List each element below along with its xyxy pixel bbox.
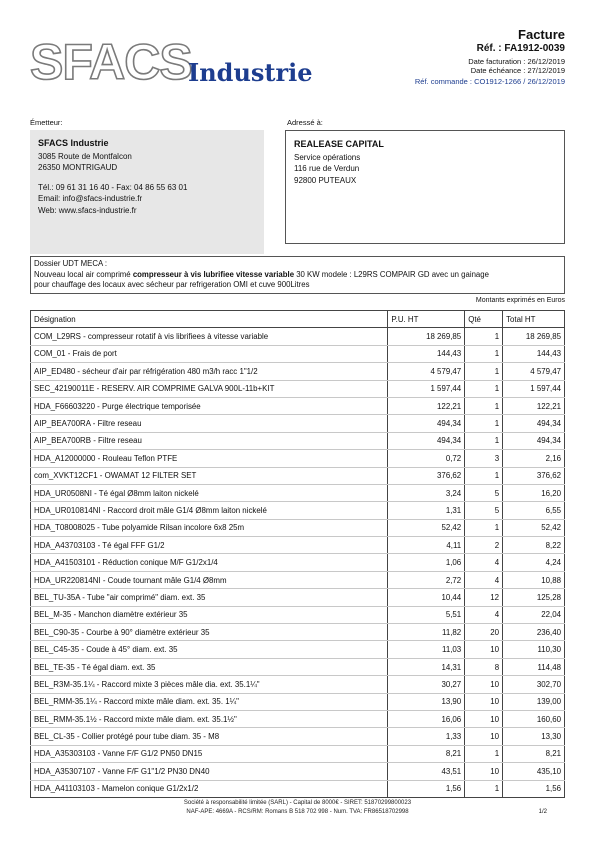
cell-unit-price: 1,56	[388, 780, 465, 797]
cell-unit-price: 1,33	[388, 728, 465, 745]
cell-quantity: 10	[465, 763, 503, 780]
project-text: Nouveau local air comprimé	[34, 269, 133, 279]
cell-total: 435,10	[503, 763, 565, 780]
cell-quantity: 10	[465, 676, 503, 693]
cell-unit-price: 10,44	[388, 589, 465, 606]
cell-unit-price: 16,06	[388, 710, 465, 727]
col-quantity: Qté	[465, 311, 503, 328]
cell-total: 302,70	[503, 676, 565, 693]
cell-quantity: 1	[465, 467, 503, 484]
cell-total: 494,34	[503, 432, 565, 449]
cell-quantity: 1	[465, 380, 503, 397]
cell-quantity: 5	[465, 502, 503, 519]
footer-legal-line1: Société à responsabilité limitée (SARL) - Capital de 8000€ - SIRET: 51870299800023	[183, 800, 412, 806]
sender-address-line1: 3085 Route de Montfalcon	[38, 151, 132, 161]
cell-total: 139,00	[503, 693, 565, 710]
cell-total: 8,21	[503, 745, 565, 762]
cell-designation: AIP_ED480 - sécheur d'air par réfrigération 480 m3/h racc 1"1/2	[31, 363, 388, 380]
cell-unit-price: 14,31	[388, 658, 465, 675]
cell-total: 110,30	[503, 641, 565, 658]
table-row	[31, 780, 565, 797]
cell-quantity: 10	[465, 728, 503, 745]
cell-total: 122,21	[503, 397, 565, 414]
cell-total: 160,60	[503, 710, 565, 727]
cell-designation: BEL_TE-35 - Té égal diam. ext. 35	[31, 658, 388, 675]
cell-designation: AIP_BEA700RA - Filtre reseau	[31, 415, 388, 432]
recipient-name: REALEASE CAPITAL	[294, 139, 384, 149]
cell-quantity: 20	[465, 624, 503, 641]
recipient-line3: 92800 PUTEAUX	[294, 175, 357, 185]
page-number: 1/2	[538, 809, 547, 815]
logo-suffix: Industrie	[188, 58, 313, 87]
cell-quantity: 2	[465, 537, 503, 554]
cell-quantity: 1	[465, 415, 503, 432]
cell-designation: HDA_A35303103 - Vanne F/F G1/2 PN50 DN15	[31, 745, 388, 762]
cell-quantity: 1	[465, 397, 503, 414]
cell-total: 114,48	[503, 658, 565, 675]
cell-unit-price: 3,24	[388, 484, 465, 501]
table-row	[31, 397, 565, 414]
company-logo	[30, 36, 320, 88]
cell-unit-price: 1 597,44	[388, 380, 465, 397]
cell-quantity: 4	[465, 571, 503, 588]
table-row	[31, 710, 565, 727]
cell-total: 22,04	[503, 606, 565, 623]
cell-total: 16,20	[503, 484, 565, 501]
table-row	[31, 606, 565, 623]
cell-designation: BEL_R3M-35.1¼ - Raccord mixte 3 pièces mâle dia. ext. 35.1¼"	[31, 676, 388, 693]
cell-unit-price: 2,72	[388, 571, 465, 588]
cell-quantity: 4	[465, 606, 503, 623]
logo-brand: SFACS	[30, 34, 192, 90]
cell-quantity: 1	[465, 363, 503, 380]
project-line	[34, 270, 561, 281]
col-total: Total HT	[503, 311, 565, 328]
cell-total: 13,30	[503, 728, 565, 745]
cell-quantity: 10	[465, 693, 503, 710]
cell-designation: HDA_A35307107 - Vanne F/F G1"1/2 PN30 DN40	[31, 763, 388, 780]
table-row	[31, 345, 565, 362]
recipient-line1: Service opérations	[294, 152, 361, 162]
cell-quantity: 8	[465, 658, 503, 675]
cell-unit-price: 122,21	[388, 397, 465, 414]
cell-total: 376,62	[503, 467, 565, 484]
cell-total: 144,43	[503, 345, 565, 362]
cell-total: 10,88	[503, 571, 565, 588]
table-row	[31, 484, 565, 501]
table-row	[31, 693, 565, 710]
table-row	[31, 502, 565, 519]
invoice-title: Facture	[518, 27, 565, 42]
cell-unit-price: 1,31	[388, 502, 465, 519]
sender-phone: Tél.: 09 61 31 16 40 - Fax: 04 86 55 63 01	[38, 182, 188, 192]
cell-designation: HDA_UR220814NI - Coude tournant mâle G1/4 Ø8mm	[31, 571, 388, 588]
recipient-box	[285, 130, 565, 244]
cell-quantity: 1	[465, 519, 503, 536]
cell-unit-price: 30,27	[388, 676, 465, 693]
cell-unit-price: 494,34	[388, 432, 465, 449]
col-unit-price: P.U. HT	[388, 311, 465, 328]
cell-quantity: 1	[465, 432, 503, 449]
cell-designation: HDA_T08008025 - Tube polyamide Rilsan incolore 6x8 25m	[31, 519, 388, 536]
cell-designation: BEL_CL-35 - Collier protégé pour tube diam. 35 - M8	[31, 728, 388, 745]
cell-total: 125,28	[503, 589, 565, 606]
cell-designation: BEL_C45-35 - Coude à 45° diam. ext. 35	[31, 641, 388, 658]
sender-box	[30, 130, 264, 254]
cell-unit-price: 4 579,47	[388, 363, 465, 380]
cell-designation: HDA_A41503101 - Réduction conique M/F G1/2x1/4	[31, 554, 388, 571]
order-ref: Réf. commande : CO1912-1266 / 26/12/2019	[414, 77, 565, 86]
table-row	[31, 728, 565, 745]
table-row	[31, 676, 565, 693]
recipient-label: Adressé à:	[287, 118, 323, 127]
cell-total: 4,24	[503, 554, 565, 571]
cell-total: 494,34	[503, 415, 565, 432]
cell-unit-price: 11,82	[388, 624, 465, 641]
table-header-row	[31, 311, 565, 328]
table-row	[31, 571, 565, 588]
sender-email: Email: info@sfacs-industrie.fr	[38, 194, 143, 203]
cell-unit-price: 5,51	[388, 606, 465, 623]
cell-unit-price: 52,42	[388, 519, 465, 536]
cell-total: 236,40	[503, 624, 565, 641]
table-row	[31, 450, 565, 467]
cell-total: 4 579,47	[503, 363, 565, 380]
cell-quantity: 4	[465, 554, 503, 571]
cell-quantity: 3	[465, 450, 503, 467]
recipient-line2: 116 rue de Verdun	[294, 164, 360, 173]
cell-quantity: 1	[465, 745, 503, 762]
cell-designation: BEL_C90-35 - Courbe à 90° diamètre extérieur 35	[31, 624, 388, 641]
table-row	[31, 589, 565, 606]
due-date: Date échéance : 27/12/2019	[470, 66, 565, 75]
cell-designation: BEL_TU-35A - Tube "air comprimé" diam. ext. 35	[31, 589, 388, 606]
invoice-date: Date facturation : 26/12/2019	[468, 57, 565, 66]
cell-total: 2,16	[503, 450, 565, 467]
cell-designation: BEL_RMM-35.1¼ - Raccord mixte mâle diam. ext. 35. 1¼"	[31, 693, 388, 710]
cell-designation: BEL_RMM-35.1½ - Raccord mixte mâle diam. ext. 35.1½"	[31, 710, 388, 727]
table-row	[31, 658, 565, 675]
cell-designation: COM_L29RS - compresseur rotatif à vis librifiees à vitesse variable	[31, 328, 388, 345]
project-highlight: compresseur à vis lubrifiee vitesse variable	[132, 269, 295, 279]
cell-quantity: 1	[465, 345, 503, 362]
cell-designation: HDA_A43703103 - Té égal FFF G1/2	[31, 537, 388, 554]
cell-designation: SEC_42190011E - RESERV. AIR COMPRIME GALVA 900L-11b+KIT	[31, 380, 388, 397]
cell-unit-price: 43,51	[388, 763, 465, 780]
cell-unit-price: 4,11	[388, 537, 465, 554]
cell-unit-price: 13,90	[388, 693, 465, 710]
sender-website: Web: www.sfacs-industrie.fr	[38, 205, 137, 215]
table-row	[31, 432, 565, 449]
cell-quantity: 1	[465, 328, 503, 345]
table-row	[31, 537, 565, 554]
table-row	[31, 380, 565, 397]
cell-unit-price: 144,43	[388, 345, 465, 362]
cell-designation: HDA_UR010814NI - Raccord droit mâle G1/4 Ø8mm laiton nickelé	[31, 502, 388, 519]
cell-unit-price: 494,34	[388, 415, 465, 432]
cell-unit-price: 18 269,85	[388, 328, 465, 345]
table-row	[31, 363, 565, 380]
cell-designation: HDA_A41103103 - Mamelon conique G1/2x1/2	[31, 780, 388, 797]
table-row	[31, 415, 565, 432]
cell-total: 6,55	[503, 502, 565, 519]
project-line2: pour chauffage des locaux avec sécheur par refrigeration OMI et cuve 900Litres	[34, 280, 310, 289]
cell-designation: BEL_M-35 - Manchon diamètre extérieur 35	[31, 606, 388, 623]
sender-label: Émetteur:	[30, 118, 63, 127]
project-text-cont: 30 KW modele : L29RS COMPAIR GD avec un gainage	[294, 269, 489, 279]
currency-note: Montants exprimés en Euros	[475, 297, 565, 304]
cell-quantity: 10	[465, 641, 503, 658]
cell-quantity: 5	[465, 484, 503, 501]
cell-unit-price: 1,06	[388, 554, 465, 571]
project-title: Dossier UDT MECA :	[34, 259, 108, 268]
sender-address-line2: 26350 MONTRIGAUD	[38, 163, 118, 172]
cell-designation: HDA_F66603220 - Purge électrique temporisée	[31, 397, 388, 414]
invoice-lines-table	[30, 310, 565, 798]
cell-total: 18 269,85	[503, 328, 565, 345]
cell-unit-price: 0,72	[388, 450, 465, 467]
table-row	[31, 745, 565, 762]
project-description	[30, 256, 565, 294]
cell-quantity: 1	[465, 780, 503, 797]
invoice-ref: Réf. : FA1912-0039	[476, 43, 565, 54]
cell-unit-price: 11,03	[388, 641, 465, 658]
table-row	[31, 763, 565, 780]
cell-total: 8,22	[503, 537, 565, 554]
cell-quantity: 10	[465, 710, 503, 727]
cell-designation: AIP_BEA700RB - Filtre reseau	[31, 432, 388, 449]
cell-quantity: 12	[465, 589, 503, 606]
table-row	[31, 519, 565, 536]
cell-unit-price: 376,62	[388, 467, 465, 484]
footer-legal-line2: NAF-APE: 4669A - RCS/RM: Romans B 518 702 998 - Num. TVA: FR86518702998	[186, 809, 409, 815]
cell-total: 1,56	[503, 780, 565, 797]
cell-unit-price: 8,21	[388, 745, 465, 762]
cell-total: 1 597,44	[503, 380, 565, 397]
table-row	[31, 554, 565, 571]
sender-name: SFACS Industrie	[38, 138, 109, 148]
cell-total: 52,42	[503, 519, 565, 536]
cell-designation: COM_01 - Frais de port	[31, 345, 388, 362]
cell-designation: HDA_A12000000 - Rouleau Teflon PTFE	[31, 450, 388, 467]
cell-designation: HDA_UR0508NI - Té égal Ø8mm laiton nickelé	[31, 484, 388, 501]
col-designation: Désignation	[31, 311, 388, 328]
table-row	[31, 328, 565, 345]
table-row	[31, 624, 565, 641]
cell-designation: com_XVKT12CF1 - OWAMAT 12 FILTER SET	[31, 467, 388, 484]
table-row	[31, 467, 565, 484]
table-row	[31, 641, 565, 658]
